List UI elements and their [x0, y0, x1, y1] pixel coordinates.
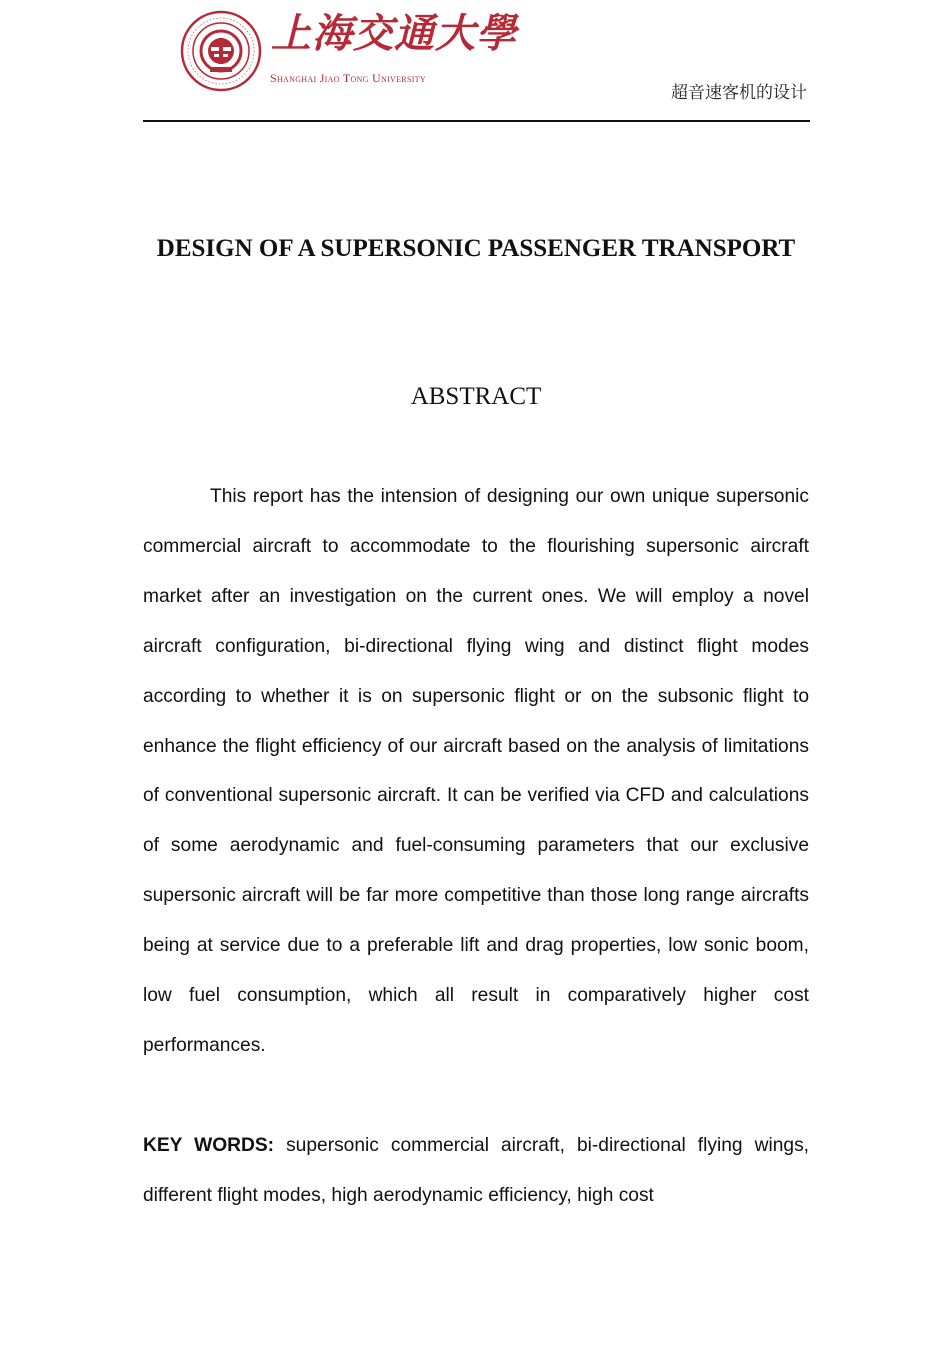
- abstract-body: This report has the intension of designing our own unique supersonic commercial aircraft to accommodate to the flourishing supersonic aircraft market after an investigation on the current ones. We will employ a novel aircraft configuration, bi-directional flying wing and distinct flight modes according to whether it is on supersonic flight or on the subsonic flight to enhance the flight efficiency of our aircraft based on the analysis of limitations of conventional supersonic aircraft. It can be verified via CFD and calculations of some aerodynamic and fuel-consuming parameters that our exclusive supersonic aircraft will be far more competitive than those long range aircrafts being at service due to a preferable lift and drag properties, low sonic boom, low fuel consumption, which all result in comparatively higher cost performances.: [143, 486, 809, 1056]
- header-rule: [143, 120, 810, 122]
- running-header-title: 超音速客机的设计: [671, 83, 807, 103]
- university-seal-icon: [180, 10, 262, 92]
- keywords-label: KEY WORDS:: [143, 1135, 275, 1156]
- document-title: DESIGN OF A SUPERSONIC PASSENGER TRANSPORT: [156, 235, 796, 262]
- page-header: [143, 0, 810, 122]
- keywords-paragraph: [143, 1121, 809, 1221]
- university-logo-english: Shanghai Jiao Tong University: [270, 71, 426, 85]
- university-logo-chinese: 上海交通大學: [271, 10, 517, 57]
- abstract-heading: ABSTRACT: [410, 383, 542, 410]
- keywords-text: supersonic commercial aircraft, bi-directional flying wings, different flight modes, high aerodynamic efficiency, high cost: [143, 1135, 809, 1206]
